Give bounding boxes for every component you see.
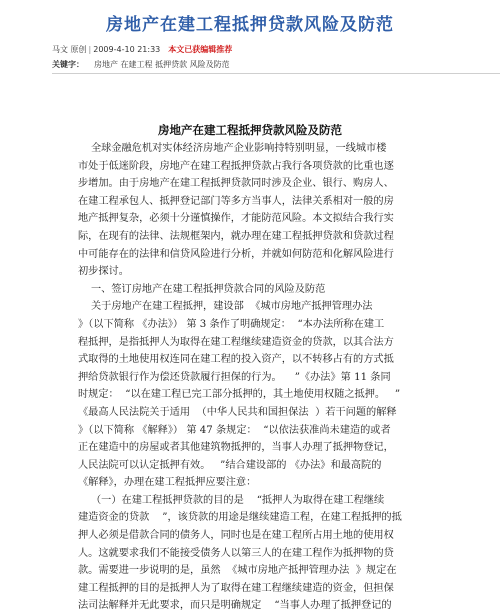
text-line: 建工程抵押的目的是抵押人为了取得在建工程继续建造的资金，但担保 bbox=[78, 582, 394, 594]
text-line: 在建工程承包人、抵押登记部门等多方当事人，法律关系相对一般的房 bbox=[78, 195, 394, 207]
keywords-list[interactable]: 房地产 在建工程 抵押贷款 风险及防范 bbox=[94, 60, 230, 69]
text-line: 地产抵押复杂，必须十分谨慎操作，才能防范风险。本文拟结合我行实 bbox=[78, 213, 394, 225]
text-line: 押给贷款银行作为偿还贷款履行担保的行为。 ”《办法》第 11 条同 bbox=[78, 371, 391, 383]
text-line: 式取得的土地使用权连同在建工程的投入资产，以不转移占有的方式抵 bbox=[78, 354, 394, 366]
text-line: 》（以下简称 《办法》） 第 3 条作了明确规定： “本办法所称在建工 bbox=[78, 318, 385, 330]
article-body bbox=[78, 140, 423, 615]
keywords-row bbox=[52, 59, 230, 70]
text-line: 初步探讨。 bbox=[78, 266, 129, 278]
publish-datetime: 2009-4-10 21:33 bbox=[93, 45, 161, 54]
text-line: 程抵押，是指抵押人为取得在建工程继续建造资金的贷款，以其合法方 bbox=[78, 336, 394, 348]
keywords-label: 关键字： bbox=[52, 60, 84, 69]
text-line: 中可能存在的法律和信贷风险进行分析，并就如何防范和化解风险进行 bbox=[78, 248, 394, 260]
text-line: 关于房地产在建工程抵押，建设部 《城市房地产抵押管理办法 bbox=[78, 301, 373, 313]
text-line: 际，在现有的法律、法规框架内，就办理在建工程抵押贷款和贷款过程 bbox=[78, 230, 394, 242]
text-line: 》（以下简称 《解释》） 第 47 条规定： “以依法获准尚未建造的或者 bbox=[78, 424, 391, 436]
author-link[interactable]: 马文 bbox=[52, 45, 68, 54]
article-heading: 房地产在建工程抵押贷款风险及防范 bbox=[158, 123, 342, 137]
meta-separator: | bbox=[88, 45, 92, 54]
text-line: 建造资金的贷款 ”，该贷款的用途是继续建造工程，在建工程抵押的抵 bbox=[78, 512, 402, 524]
page-title: 房地产在建工程抵押贷款风险及防范 bbox=[106, 15, 394, 35]
text-line: 法司法解释并无此要求，而只是明确规定 “当事人办理了抵押登记的 bbox=[78, 600, 392, 612]
text-line: 时规定： “以在建工程已完工部分抵押的，其土地使用权随之抵押。 ” bbox=[78, 389, 401, 401]
text-line: 款。需要进一步说明的是，虽然 《城市房地产抵押管理办法 》规定在 bbox=[78, 565, 397, 577]
text-line: （一）在建工程抵押贷款的目的是 “抵押人为取得在建工程继续 bbox=[78, 494, 385, 506]
text-line: 正在建造中的房屋或者其他建筑物抵押的，当事人办理了抵押物登记， bbox=[78, 442, 394, 454]
text-line: 《最高人民法院关于适用 （中华人民共和国担保法 ）若干问题的解释 bbox=[78, 406, 397, 418]
header-divider bbox=[52, 73, 500, 74]
section-heading: 一、签订房地产在建工程抵押贷款合同的风险及防范 bbox=[78, 283, 326, 295]
text-line: 《解释》，办理在建工程抵押应要注意： bbox=[78, 477, 257, 489]
article-meta bbox=[52, 44, 232, 55]
text-line: 步增加。由于房地产在建工程抵押贷款同时涉及企业、银行、购房人、 bbox=[78, 178, 394, 190]
text-line: 人。这就要求我们不能接受债务人以第三人的在建工程作为抵押物的贷 bbox=[78, 547, 394, 559]
text-line: 全球金融危机对实体经济房地产企业影响持特别明显，一线城市楼 bbox=[78, 143, 387, 154]
text-line: 市处于低迷阶段，房地产在建工程抵押贷款占我行各项贷款的比重也逐 bbox=[78, 160, 394, 172]
text-line: 押人必须是借款合同的债务人，同时也是在建工程所占用土地的使用权 bbox=[78, 530, 394, 542]
text-line: 人民法院可以认定抵押有效。 ”结合建设部的 《办法》和最高院的 bbox=[78, 459, 382, 471]
recommend-badge: 本文已获编辑推荐 bbox=[168, 45, 233, 54]
article-type: 原创 bbox=[70, 45, 87, 54]
